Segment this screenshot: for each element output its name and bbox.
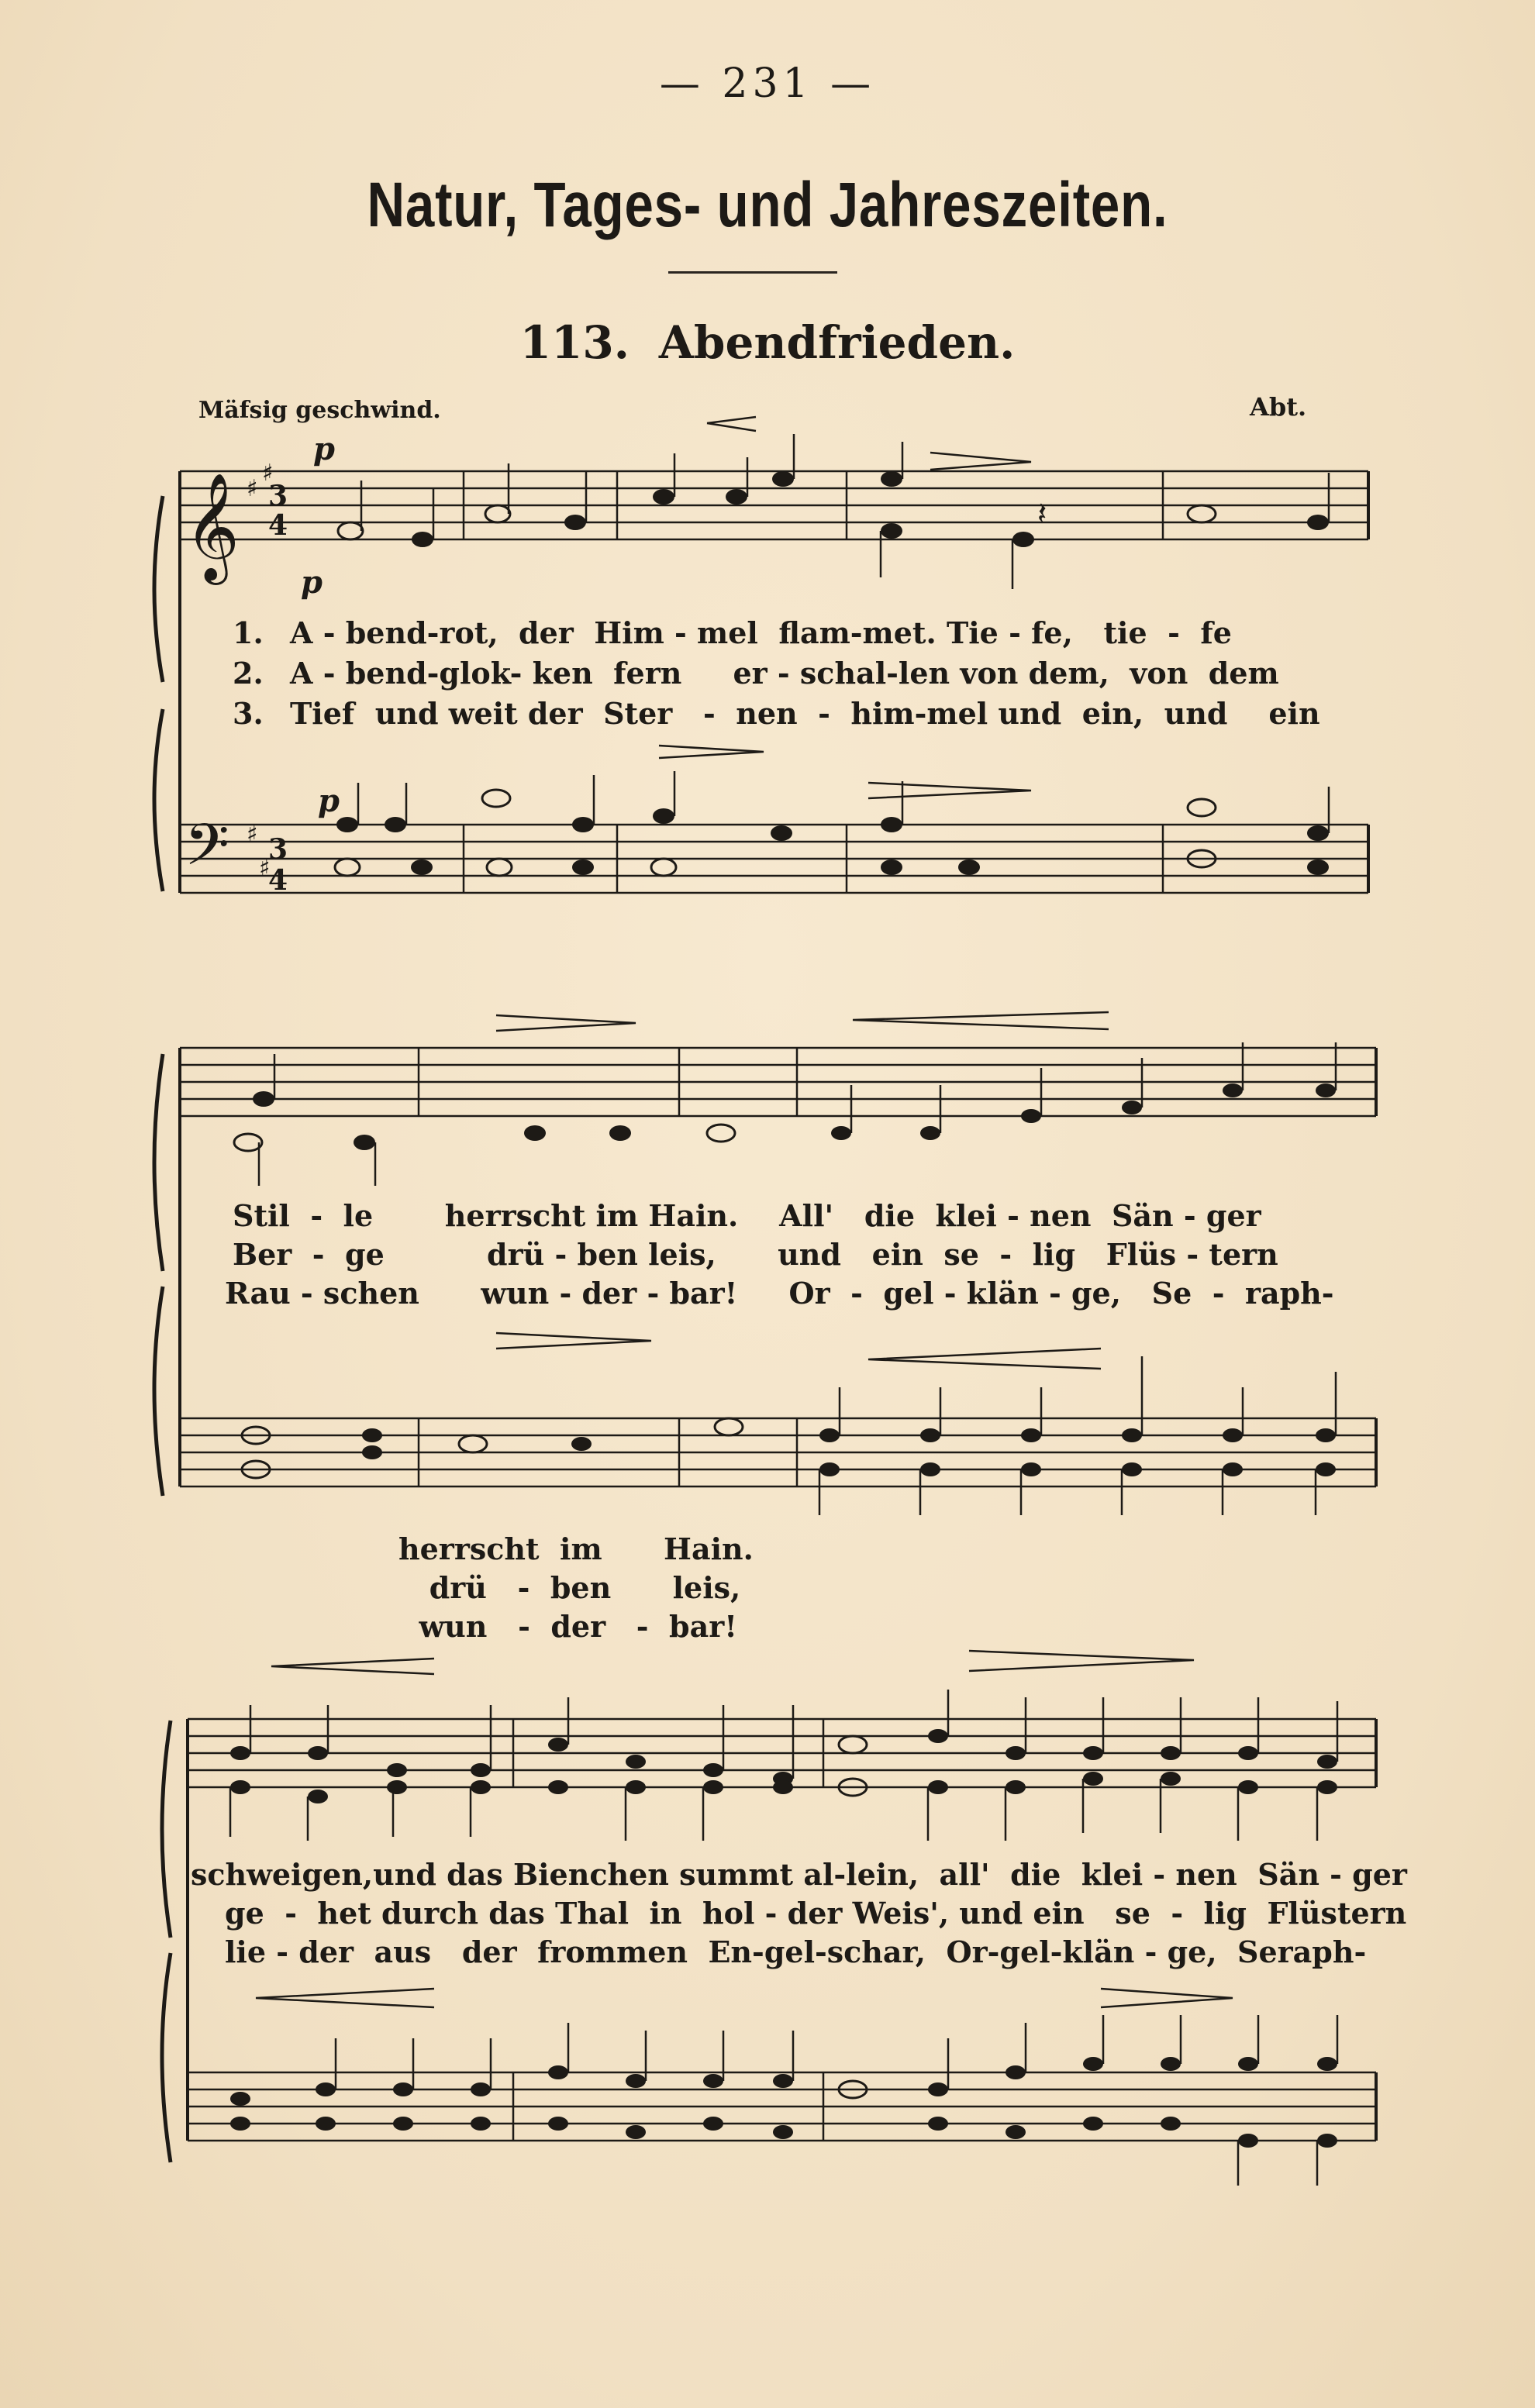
svg-text:𝄽: 𝄽 (1037, 496, 1047, 532)
verse-line: 3. Tief und weit der Ster - nen - him-mel und ein, und ein (233, 696, 1320, 731)
dynamic-p-bass: p (318, 783, 340, 819)
tempo-marking: Mäfsig geschwind. (198, 397, 441, 424)
svg-text:♯: ♯ (262, 460, 274, 487)
dynamic-p-top: p (313, 431, 335, 467)
verse-line: Rau - schen wun - der - bar! Or - gel - klän - ge, Se - raph- (225, 1276, 1334, 1311)
verse-line: wun - der - bar! (398, 1609, 737, 1644)
bass-clef-icon: 𝄢 (185, 811, 229, 893)
composer: Abt. (1250, 392, 1307, 422)
verse-line: schweigen,und das Bienchen summt al-lein, all' die klei - nen Sän - ger (191, 1857, 1407, 1892)
staff-system2-bass (180, 1418, 1376, 1486)
verse-line: 1. A - bend-rot, der Him - mel flam-met. Tie - fe, tie - fe (233, 615, 1232, 650)
svg-text:♯: ♯ (259, 855, 271, 882)
song-number: 113. (519, 316, 630, 369)
svg-text:4: 4 (268, 509, 288, 542)
dynamic-p-mid: p (301, 564, 323, 601)
verse-line: drü - ben leis, (398, 1570, 741, 1605)
svg-text:3: 3 (268, 833, 288, 866)
verse-line: 2. A - bend-glok- ken fern er - schal-len von dem, von dem (233, 656, 1279, 691)
svg-text:♯: ♯ (247, 821, 258, 848)
section-title: Natur, Tages- und Jahreszeiten. (367, 170, 1168, 240)
treble-clef-icon: 𝄞 (185, 473, 240, 580)
verse-line: Stil - le herrscht im Hain. All' die klei - nen Sän - ger (233, 1198, 1261, 1233)
svg-text:4: 4 (268, 864, 288, 897)
page-number: — 231 — (659, 60, 876, 107)
verse-line: Ber - ge drü - ben leis, und ein se - lig Flüs - tern (233, 1237, 1278, 1272)
svg-text:3: 3 (268, 480, 288, 512)
song-title: Abendfrieden. (658, 316, 1016, 369)
verse-line: ge - het durch das Thal in hol - der Weis', und ein se - lig Flüstern (225, 1896, 1407, 1931)
svg-text:♯: ♯ (247, 475, 258, 502)
staff-system2-treble (180, 1048, 1376, 1116)
verse-line: herrscht im Hain. (398, 1531, 754, 1566)
verse-line: lie - der aus der frommen En-gel-schar, Or-gel-klän - ge, Seraph- (225, 1934, 1367, 1969)
